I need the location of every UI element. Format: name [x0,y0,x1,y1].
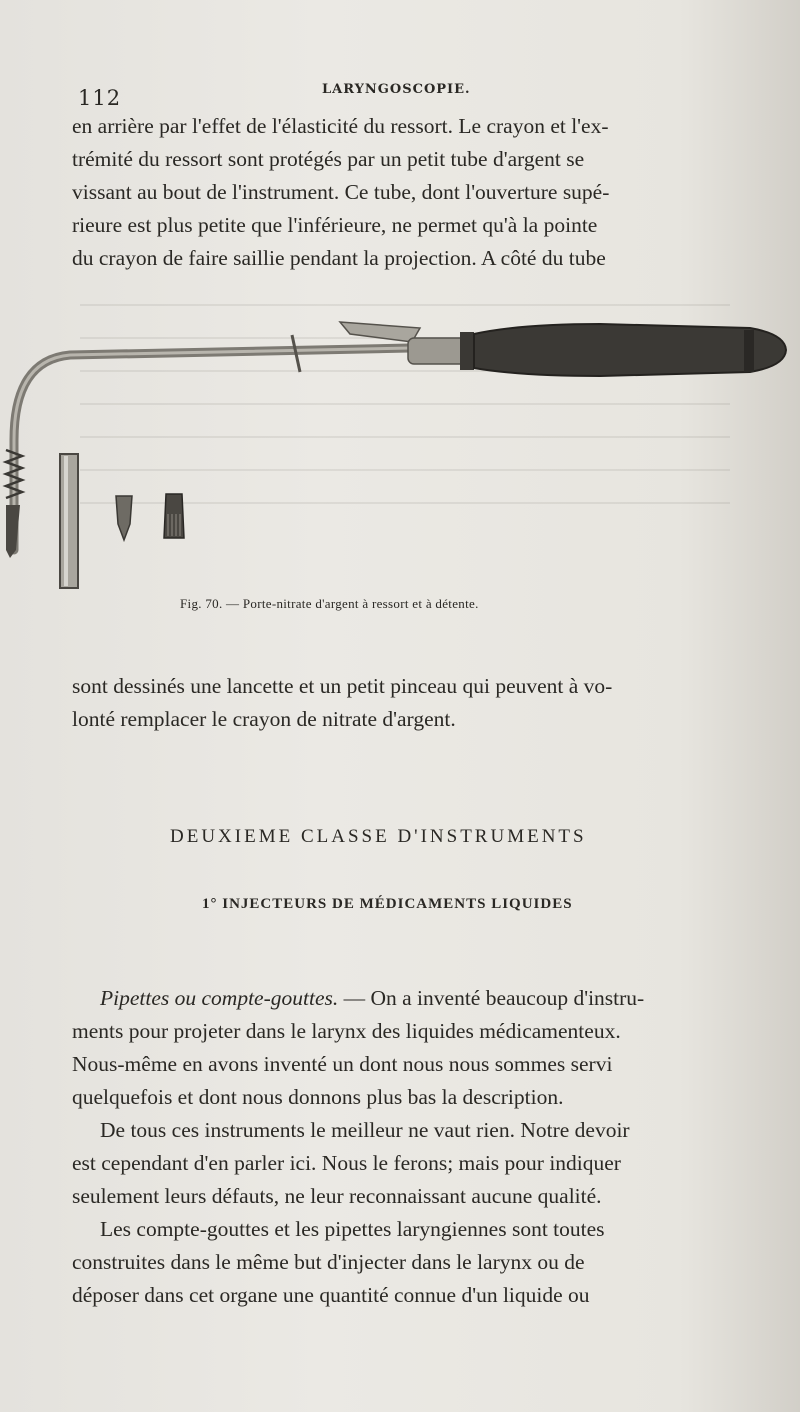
text-line: sont dessinés une lancette et un petit pinceau qui peuvent à vo- [72,674,613,698]
text-line: seulement leurs défauts, ne leur reconnaissant aucune qualité. [72,1184,602,1208]
text-line [72,982,734,1015]
page-number: 112 [78,86,122,110]
figure-caption: Fig. 70. — Porte-nitrate d'argent à ressort et à détente. [180,596,479,611]
text-line: quelquefois et dont nous donnons plus bas la description. [72,1085,564,1109]
text-line: Nous-même en avons inventé un dont nous nous sommes servi [72,1052,613,1076]
text-line: du crayon de faire saillie pendant la projection. A côté du tube [72,246,606,270]
text-line: est cependant d'en parler ici. Nous le ferons; mais pour indiquer [72,1151,621,1175]
text-line: déposer dans cet organe une quantité connue d'un liquide ou [72,1283,590,1307]
paragraph-2 [72,670,734,736]
text-line: Les compte-gouttes et les pipettes laryngiennes sont toutes [100,1217,605,1241]
section-title: DEUXIEME CLASSE D'INSTRUMENTS [170,826,587,847]
text-line: rieure est plus petite que l'inférieure, ne permet qu'à la pointe [72,213,598,237]
lead-rest: — On a inventé beaucoup d'instru- [338,986,645,1010]
text-line: en arrière par l'effet de l'élasticité du ressort. Le crayon et l'ex- [72,114,609,138]
text-line: vissant au bout de l'instrument. Ce tube, dont l'ouverture supé- [72,180,610,204]
subsection-title: 1° INJECTEURS DE MÉDICAMENTS LIQUIDES [202,896,573,912]
running-head: LARYNGOSCOPIE. [322,82,471,97]
instrument-illustration [0,300,800,600]
paragraph-3 [72,982,734,1312]
text-line: ments pour projeter dans le larynx des liquides médicamenteux. [72,1019,621,1043]
paragraph-1 [72,110,734,275]
silver-tube-part [60,454,78,588]
brush-part [164,494,184,538]
lancet-part [116,496,132,540]
italic-lead: Pipettes ou compte-gouttes. [100,986,339,1010]
text-line: trémité du ressort sont protégés par un petit tube d'argent se [72,147,585,171]
text-line: lonté remplacer le crayon de nitrate d'argent. [72,707,456,731]
text-line: De tous ces instruments le meilleur ne vaut rien. Notre devoir [100,1118,630,1142]
text-line: construites dans le même but d'injecter dans le larynx ou de [72,1250,585,1274]
page-header [72,82,732,110]
